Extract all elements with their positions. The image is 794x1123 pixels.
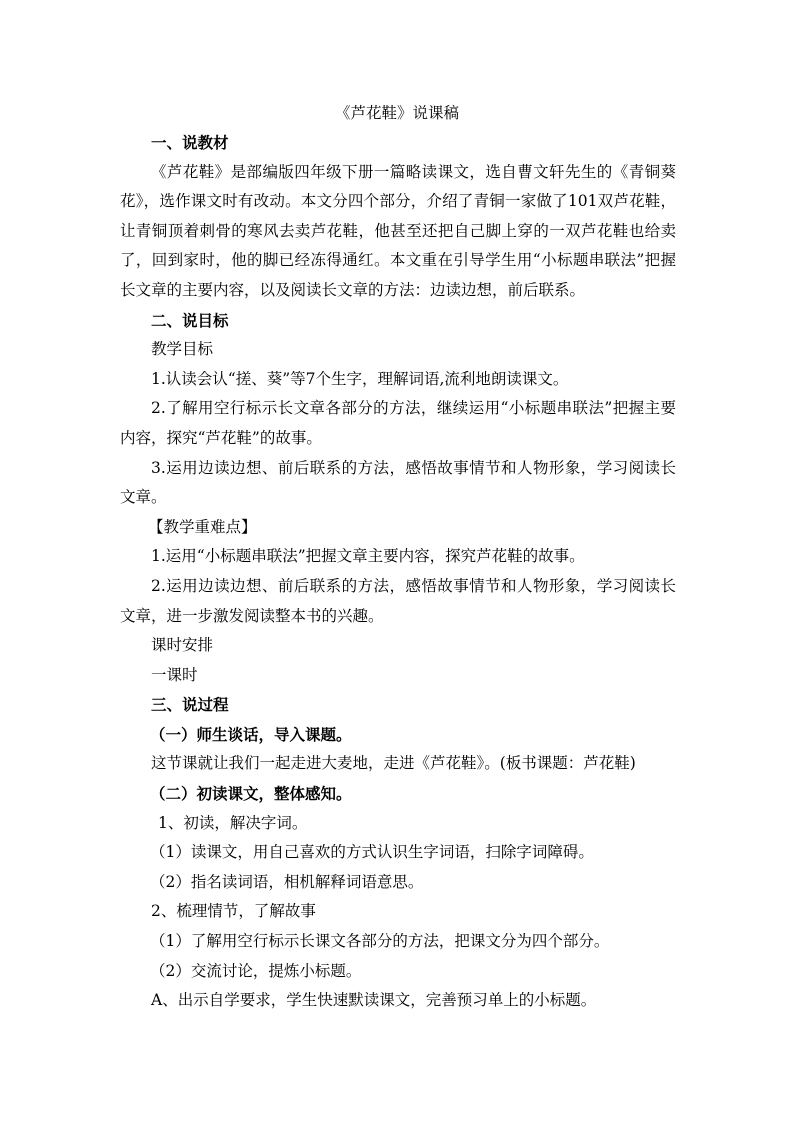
process-step-2-heading: （二）初读课文，整体感知。	[150, 784, 352, 804]
process-step-1-heading: （一）师生谈话，导入课题。	[150, 724, 352, 744]
process-item-1a: （1）读课文，用自己喜欢的方式认识生字词语，扫除字词障碍。	[150, 843, 594, 862]
section-heading-textbook: 一、说教材	[151, 133, 229, 152]
goal-item-3: 3.运用边读边想、前后联系的方法，感悟故事情节和人物形象，学习阅读长文章。	[120, 458, 676, 507]
key-point-1: 1.运用“小标题串联法”把握文章主要内容，探究芦花鞋的故事。	[151, 547, 585, 566]
process-item-1: 1、初读，解决字词。	[158, 813, 308, 832]
schedule-label: 课时安排	[151, 636, 214, 655]
key-points-label: 【教学重难点】	[148, 517, 257, 536]
section-heading-process: 三、说过程	[151, 695, 229, 715]
process-step-1-text: 这节课就让我们一起走进大麦地，走进《芦花鞋》。(板书课题：芦花鞋)	[151, 754, 636, 773]
process-item-2b: （2）交流讨论，提炼小标题。	[150, 961, 362, 980]
process-item-2: 2、梳理情节，了解故事	[151, 902, 316, 921]
schedule-value: 一课时	[151, 665, 198, 684]
document-title: 《芦花鞋》说课稿	[334, 104, 459, 122]
process-item-1b: （2）指名读词语，相机解释词语意思。	[150, 872, 424, 891]
key-point-2: 2.运用边读边想、前后联系的方法，感悟故事情节和人物形象，学习阅读长文章，进一步激发阅读整本书的兴趣。	[120, 576, 676, 625]
goal-item-2: 2.了解用空行标示长文章各部分的方法，继续运用“小标题串联法”把握主要内容，探究“芦花鞋”的故事。	[120, 399, 676, 447]
goal-item-1: 1.认读会认“搓、葵”等7个生字，理解词语,流利地朗读课文。	[151, 369, 569, 388]
process-item-2a: （1）了解用空行标示长课文各部分的方法，把课文分为四个部分。	[150, 932, 610, 951]
textbook-paragraph: 《芦花鞋》是部编版四年级下册一篇略读课文，选自曹文轩先生的《青铜葵花》，选作课文时有改动。本文分四个部分，介绍了青铜一家做了101双芦花鞋，让青铜顶着刺骨的寒风去卖芦花鞋，他甚至还把自己脚上穿的一双芦花鞋也给卖了，回到家时，他的脚已经冻得通红。本文重在引导学生用“小标题串联法”把握长文章的主要内容，以及阅读长文章的方法：边读边想，前后联系。	[120, 162, 676, 299]
goals-label: 教学目标	[151, 340, 214, 359]
document-body	[120, 128, 676, 1016]
process-item-a: A、出示自学要求，学生快速默读课文，完善预习单上的小标题。	[151, 991, 597, 1010]
section-heading-goals: 二、说目标	[151, 310, 229, 330]
